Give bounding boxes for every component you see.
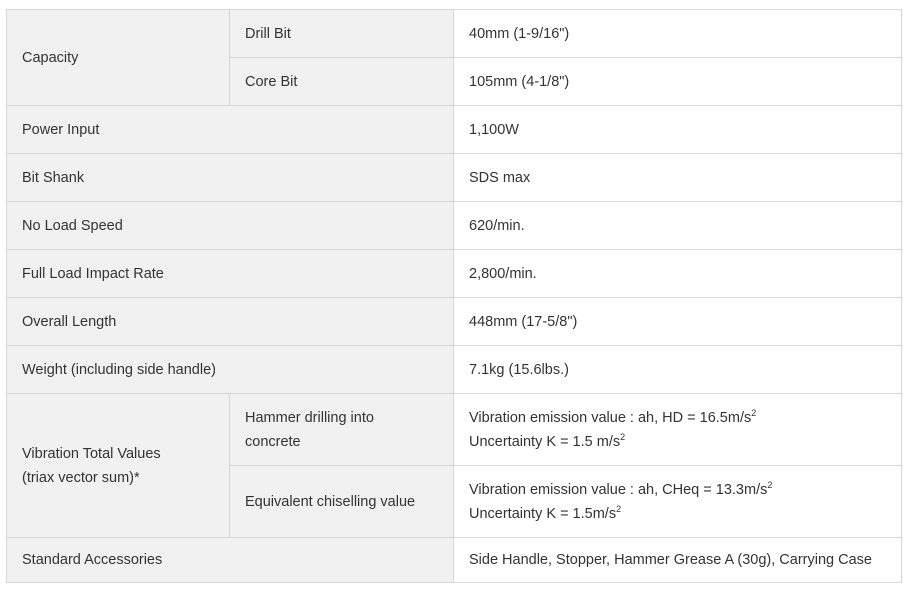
overall-length-value: 448mm (17-5/8") (454, 298, 902, 346)
vibration-label (7, 394, 230, 538)
vibration-label-line2: (triax vector sum)* (22, 469, 140, 486)
hammer-drilling-uncertainty-text: Uncertainty K = 1.5 m/s (469, 433, 621, 450)
weight-label: Weight (including side handle) (7, 346, 454, 394)
superscript: 2 (620, 431, 626, 442)
chiselling-emission-line (469, 478, 886, 502)
hammer-drilling-label-line1: Hammer drilling into (245, 409, 374, 426)
chiselling-label: Equivalent chiselling value (230, 466, 454, 538)
core-bit-label: Core Bit (230, 58, 454, 106)
vibration-label-line1: Vibration Total Values (22, 445, 161, 462)
chiselling-value (454, 466, 902, 538)
standard-accessories-value: Side Handle, Stopper, Hammer Grease A (30g), Carrying Case (454, 538, 902, 583)
standard-accessories-label: Standard Accessories (7, 538, 454, 583)
superscript: 2 (751, 407, 757, 418)
impact-rate-value: 2,800/min. (454, 250, 902, 298)
chiselling-emission-text: Vibration emission value : ah, CHeq = 13.3m/s (469, 481, 768, 498)
bit-shank-value: SDS max (454, 154, 902, 202)
superscript: 2 (767, 479, 773, 490)
superscript: 2 (616, 503, 622, 514)
hammer-drilling-emission-text: Vibration emission value : ah, HD = 16.5m/s (469, 409, 752, 426)
table-row (7, 106, 902, 154)
no-load-speed-label: No Load Speed (7, 202, 454, 250)
table-row (7, 394, 902, 466)
core-bit-value: 105mm (4-1/8") (454, 58, 902, 106)
table-row (7, 154, 902, 202)
chiselling-uncertainty-line (469, 502, 886, 526)
weight-value: 7.1kg (15.6lbs.) (454, 346, 902, 394)
hammer-drilling-emission-line (469, 406, 886, 430)
spec-table (6, 9, 902, 583)
table-row (7, 538, 902, 583)
overall-length-label: Overall Length (7, 298, 454, 346)
table-row (7, 298, 902, 346)
drill-bit-label: Drill Bit (230, 10, 454, 58)
hammer-drilling-label-line2: concrete (245, 433, 301, 450)
table-row (7, 10, 902, 58)
no-load-speed-value: 620/min. (454, 202, 902, 250)
table-row (7, 346, 902, 394)
capacity-label: Capacity (7, 10, 230, 106)
hammer-drilling-uncertainty-line (469, 430, 886, 454)
drill-bit-value: 40mm (1-9/16") (454, 10, 902, 58)
table-row (7, 250, 902, 298)
power-input-value: 1,100W (454, 106, 902, 154)
power-input-label: Power Input (7, 106, 454, 154)
hammer-drilling-value (454, 394, 902, 466)
table-row (7, 202, 902, 250)
chiselling-uncertainty-text: Uncertainty K = 1.5m/s (469, 505, 617, 522)
impact-rate-label: Full Load Impact Rate (7, 250, 454, 298)
bit-shank-label: Bit Shank (7, 154, 454, 202)
hammer-drilling-label (230, 394, 454, 466)
